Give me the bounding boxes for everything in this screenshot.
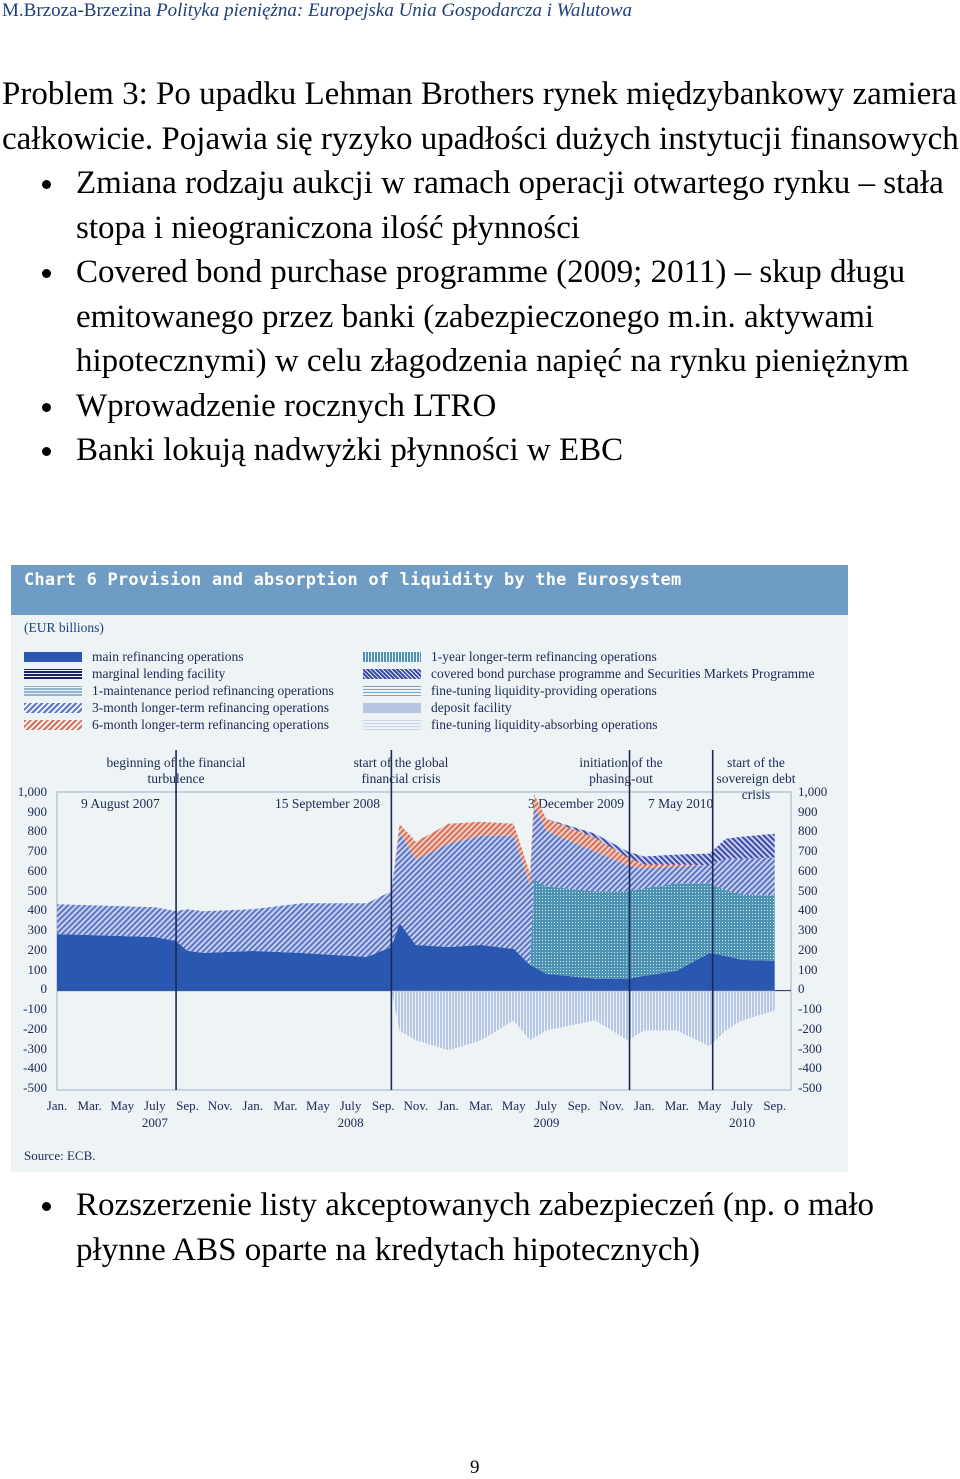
- x-tick-label: May: [306, 1098, 330, 1113]
- annotation-label: start of the global financial crisis: [353, 755, 449, 786]
- legend-label: 3-month longer-term refinancing operations: [92, 700, 330, 715]
- y-tick-label: 700: [798, 843, 818, 858]
- x-year-label: 2009: [533, 1115, 560, 1130]
- header-author: M.Brzoza-Brzezina: [2, 0, 152, 21]
- y-tick-label: 400: [798, 902, 818, 917]
- x-tick-label: Mar.: [77, 1098, 102, 1113]
- y-tick-label: 800: [27, 823, 47, 838]
- document-body-continued: [2, 1183, 960, 1272]
- bullet-dot-icon: [42, 1202, 51, 1211]
- y-tick-label: 900: [27, 804, 47, 819]
- x-year-label: 2008: [337, 1115, 364, 1130]
- annotation-label: start of the sovereign debt crisis: [716, 755, 796, 802]
- annotation-date: 7 May 2010: [648, 796, 714, 811]
- y-tick-label: -200: [23, 1021, 47, 1036]
- x-tick-label: Jan.: [633, 1098, 655, 1113]
- running-header: [2, 0, 632, 22]
- y-tick-label: -400: [23, 1060, 47, 1075]
- bullet-item: [2, 161, 960, 250]
- y-tick-label: 100: [798, 962, 818, 977]
- bullet-list-top: [2, 161, 960, 473]
- legend-label: fine-tuning liquidity-providing operations: [431, 683, 657, 698]
- document-body: [2, 72, 960, 473]
- y-tick-label: 0: [40, 981, 47, 996]
- y-tick-label: -400: [798, 1060, 822, 1075]
- bullet-item: [2, 1183, 960, 1272]
- bullet-text: Rozszerzenie listy akceptowanych zabezpieczeń (np. o mało płynne ABS oparte na kredytach hipotecznych): [76, 1187, 875, 1268]
- y-tick-label: 400: [27, 902, 47, 917]
- y-tick-label: 0: [798, 981, 805, 996]
- x-tick-label: Nov.: [403, 1098, 429, 1113]
- x-tick-label: May: [110, 1098, 135, 1113]
- x-tick-label: Sep.: [176, 1098, 199, 1113]
- y-tick-label: 500: [798, 883, 818, 898]
- y-tick-label: 600: [27, 863, 47, 878]
- legend-label: 1-year longer-term refinancing operations: [431, 649, 657, 664]
- y-tick-label: -500: [23, 1080, 47, 1095]
- x-tick-label: May: [501, 1098, 526, 1113]
- legend-label: marginal lending facility: [92, 666, 226, 681]
- legend-label: fine-tuning liquidity-absorbing operations: [431, 717, 658, 732]
- bullet-dot-icon: [42, 403, 51, 412]
- y-tick-label: 500: [27, 883, 47, 898]
- annotation-label: beginning of the financial turbulence: [106, 755, 246, 786]
- x-tick-label: Mar.: [664, 1098, 689, 1113]
- x-year-label: 2010: [729, 1115, 756, 1130]
- y-tick-label: -300: [23, 1041, 47, 1056]
- legend-label: 6-month longer-term refinancing operations: [92, 717, 330, 732]
- legend-label: deposit facility: [431, 700, 512, 715]
- y-tick-label: -200: [798, 1021, 822, 1036]
- chart-figure: [11, 565, 848, 1172]
- y-tick-label: 700: [27, 843, 47, 858]
- x-tick-label: Jan.: [438, 1098, 459, 1113]
- x-tick-label: Nov.: [207, 1098, 233, 1113]
- y-tick-label: 800: [798, 823, 818, 838]
- bullet-dot-icon: [42, 269, 51, 278]
- x-tick-label: July: [535, 1098, 558, 1113]
- x-tick-label: Mar.: [468, 1098, 494, 1113]
- bullet-text: Covered bond purchase programme (2009; 2011) – skup długu emitowanego przez banki (zabezpieczonego m.in. aktywami hipotecznymi) w celu złagodzenia napięć na rynku pieniężnym: [76, 254, 909, 379]
- chart-title: Chart 6 Provision and absorption of liquidity by the Eurosystem: [24, 570, 682, 590]
- chart-unit: (EUR billions): [24, 620, 104, 635]
- y-tick-label: 300: [27, 922, 47, 937]
- annotation-label: initiation of the phasing-out: [579, 755, 663, 786]
- x-tick-label: Mar.: [273, 1098, 298, 1113]
- header-title: Polityka pieniężna: Europejska Unia Gospodarcza i Walutowa: [156, 0, 633, 21]
- y-tick-label: 600: [798, 863, 818, 878]
- x-tick-label: May: [697, 1098, 722, 1113]
- y-tick-label: 200: [27, 942, 47, 957]
- x-tick-label: Nov.: [599, 1098, 624, 1113]
- bullet-text: Wprowadzenie rocznych LTRO: [76, 387, 497, 424]
- x-tick-label: Sep.: [763, 1098, 787, 1113]
- legend-label: 1-maintenance period refinancing operations: [92, 683, 334, 698]
- series-area: [57, 991, 775, 1051]
- bullet-item: [2, 384, 960, 429]
- bullet-text: Banki lokują nadwyżki płynności w EBC: [76, 432, 624, 468]
- y-tick-label: 100: [27, 962, 47, 977]
- x-tick-label: July: [144, 1098, 166, 1113]
- annotation-date: 15 September 2008: [275, 796, 380, 811]
- y-tick-label: 1,000: [798, 784, 828, 799]
- y-tick-label: -500: [798, 1080, 822, 1095]
- y-tick-label: 1,000: [17, 784, 47, 799]
- annotation-date: 3 December 2009: [528, 796, 624, 811]
- legend-label: main refinancing operations: [92, 649, 244, 664]
- intro-paragraph: Problem 3: Po upadku Lehman Brothers rynek międzybankowy zamiera całkowicie. Pojawia się ryzyko upadłości dużych instytucji finansowych: [2, 76, 959, 157]
- y-tick-label: -100: [23, 1001, 47, 1016]
- x-tick-label: Sep.: [567, 1098, 591, 1113]
- x-tick-label: Sep.: [371, 1098, 395, 1113]
- y-tick-label: 200: [798, 942, 818, 957]
- x-tick-label: July: [731, 1098, 753, 1113]
- bullet-list-bottom: [2, 1183, 960, 1272]
- x-year-label: 2007: [141, 1115, 168, 1130]
- y-tick-label: -300: [798, 1041, 822, 1056]
- y-tick-label: 900: [798, 804, 818, 819]
- chart-source: Source: ECB.: [24, 1148, 96, 1163]
- bullet-text: Zmiana rodzaju aukcji w ramach operacji otwartego rynku – stała stopa i nieograniczona ilość płynności: [76, 165, 944, 246]
- page-number: 9: [470, 1457, 480, 1478]
- chart-plot-area: [11, 565, 848, 1172]
- y-tick-label: 300: [798, 922, 818, 937]
- annotation-date: 9 August 2007: [81, 796, 160, 811]
- bullet-dot-icon: [42, 447, 51, 456]
- legend-label: covered bond purchase programme and Securities Markets Programme: [431, 666, 815, 681]
- x-tick-label: July: [339, 1098, 362, 1113]
- bullet-item: [2, 428, 960, 473]
- x-tick-label: Jan.: [242, 1098, 264, 1113]
- bullet-dot-icon: [42, 180, 51, 189]
- x-tick-label: Jan.: [46, 1098, 68, 1113]
- y-tick-label: -100: [798, 1001, 822, 1016]
- bullet-item: [2, 250, 960, 384]
